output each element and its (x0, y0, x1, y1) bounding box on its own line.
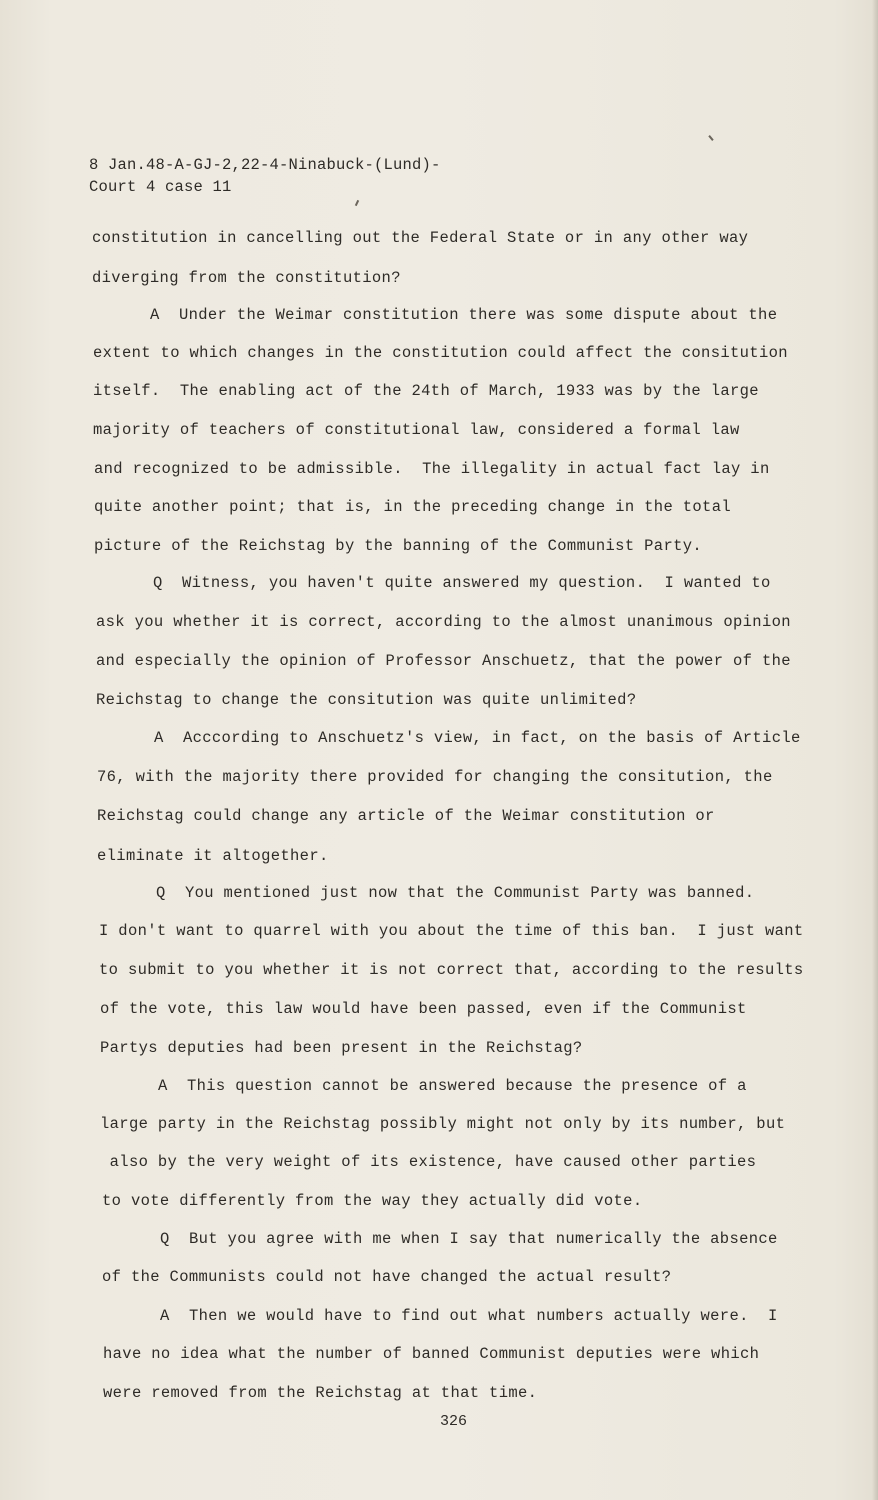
header-date-line: 8 Jan.48-A-GJ-2,22-4-Ninabuck-(Lund)- (89, 156, 441, 174)
body-line: ask you whether it is correct, according to the almost unanimous opinion (96, 613, 791, 631)
body-line: A This question cannot be answered because the presence of a (158, 1077, 747, 1095)
body-line: large party in the Reichstag possibly might not only by its number, but (100, 1115, 786, 1133)
body-line: Reichstag to change the consitution was quite unlimited? (96, 691, 637, 709)
body-line: Q You mentioned just now that the Communist Party was banned. (156, 884, 755, 902)
body-line: Q But you agree with me when I say that numerically the absence (160, 1230, 778, 1248)
body-line: 76, with the majority there provided for changing the consitution, the (97, 768, 773, 786)
body-line: of the vote, this law would have been passed, even if the Communist (100, 1000, 747, 1018)
body-line: constitution in cancelling out the Federal State or in any other way (92, 229, 749, 247)
body-line: diverging from the constitution? (92, 269, 401, 287)
body-line: Reichstag could change any article of the Weimar constitution or (97, 807, 715, 825)
body-line: were removed from the Reichstag at that time. (103, 1384, 538, 1402)
body-line: of the Communists could not have changed the actual result? (102, 1268, 672, 1286)
paper-mark (708, 135, 713, 141)
body-line: Partys deputies had been present in the Reichstag? (100, 1039, 583, 1057)
body-line: also by the very weight of its existence, have caused other parties (100, 1153, 757, 1171)
body-line: and especially the opinion of Professor Anschuetz, that the power of the (96, 652, 791, 670)
paper-mark (355, 200, 359, 206)
body-line: majority of teachers of constitutional law, considered a formal law (93, 421, 740, 439)
body-line: Q Witness, you haven't quite answered my question. I wanted to (153, 574, 771, 592)
body-line: quite another point; that is, in the preceding change in the total (94, 498, 731, 516)
body-line: to submit to you whether it is not correct that, according to the results (99, 961, 804, 979)
header-court-line: Court 4 case 11 (89, 178, 232, 196)
body-line: have no idea what the number of banned Communist deputies were which (103, 1345, 760, 1363)
transcript-header (89, 154, 441, 198)
page-edge-shadow (872, 0, 878, 1500)
body-line: picture of the Reichstag by the banning of the Communist Party. (94, 537, 703, 555)
body-line: eliminate it altogether. (97, 847, 329, 865)
body-line: I don't want to quarrel with you about the time of this ban. I just want (99, 922, 804, 940)
body-line: and recognized to be admissible. The illegality in actual fact lay in (94, 460, 770, 478)
page-number: 326 (440, 1413, 468, 1430)
body-line: A Then we would have to find out what numbers actually were. I (160, 1307, 778, 1325)
body-line: A Acccording to Anschuetz's view, in fact, on the basis of Article (154, 729, 801, 747)
body-line: itself. The enabling act of the 24th of March, 1933 was by the large (93, 382, 759, 400)
body-line: A Under the Weimar constitution there was some dispute about the (150, 306, 778, 324)
body-line: to vote differently from the way they actually did vote. (102, 1192, 643, 1210)
body-line: extent to which changes in the constitution could affect the consitution (93, 344, 788, 362)
